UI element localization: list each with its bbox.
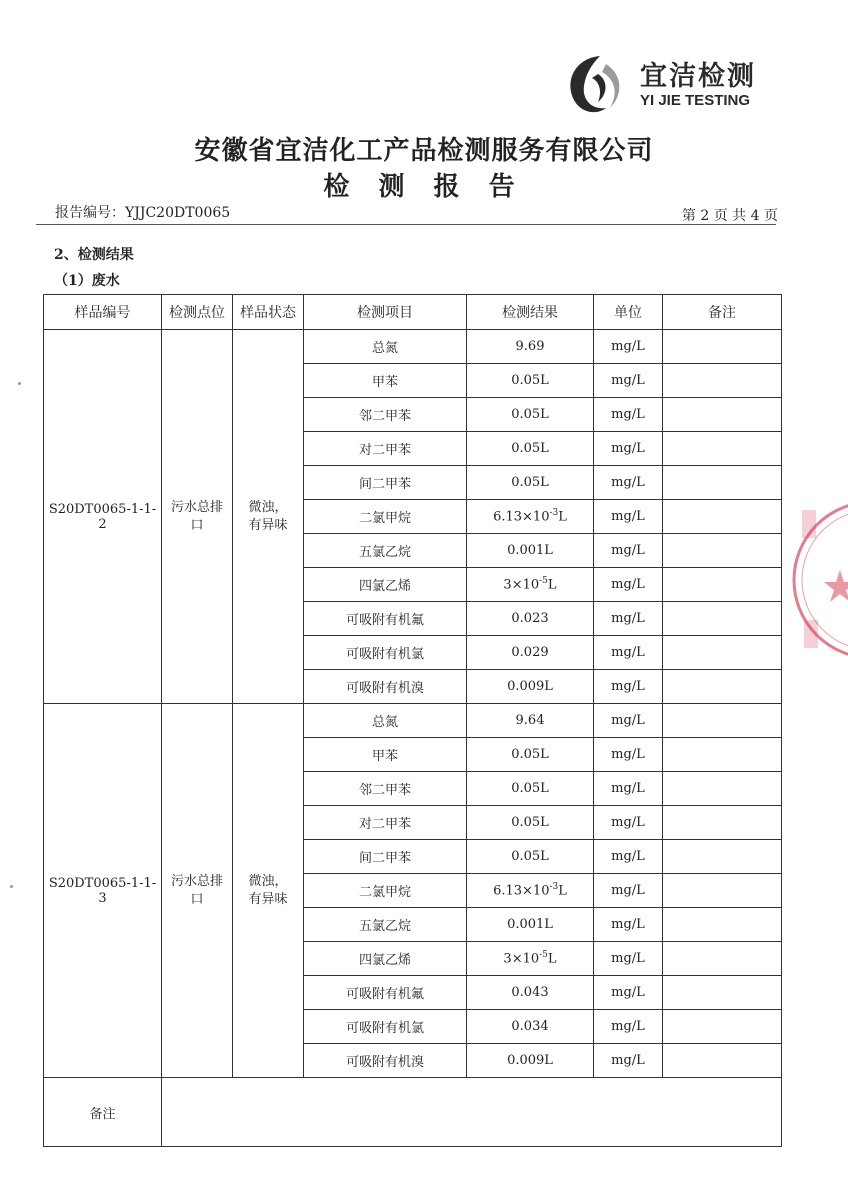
state-line: 微浊， — [248, 499, 288, 515]
unit-cell: mg/L — [594, 738, 663, 772]
sample-id-cell: S20DT0065-1-1-3 — [44, 704, 162, 1078]
unit-cell: mg/L — [594, 840, 663, 874]
state-line: 有异味 — [248, 891, 288, 907]
result-cell: 9.69 — [467, 330, 594, 364]
test-item-cell: 对二甲苯 — [304, 806, 467, 840]
unit-cell: mg/L — [594, 704, 663, 738]
note-cell — [663, 1010, 782, 1044]
unit-cell: mg/L — [594, 534, 663, 568]
result-base: 6.13×10 — [493, 883, 550, 899]
test-item-cell: 可吸附有机溴 — [304, 670, 467, 704]
note-cell — [663, 568, 782, 602]
header-cell: 检测项目 — [304, 295, 467, 330]
unit-cell: mg/L — [594, 670, 663, 704]
location-line: 口 — [190, 891, 204, 907]
result-base: 3×10 — [503, 577, 540, 593]
location-line: 口 — [190, 517, 204, 533]
table-header-row — [44, 295, 782, 330]
header-cell: 检测点位 — [162, 295, 233, 330]
result-cell: 0.001L — [467, 908, 594, 942]
result-cell — [467, 874, 594, 908]
note-cell — [663, 908, 782, 942]
result-cell: 0.05L — [467, 364, 594, 398]
test-item-cell: 可吸附有机氟 — [304, 976, 467, 1010]
test-item-cell: 总氮 — [304, 704, 467, 738]
table-row — [44, 704, 782, 738]
header-cell: 样品编号 — [44, 295, 162, 330]
test-item-cell: 总氮 — [304, 330, 467, 364]
header-cell: 样品状态 — [233, 295, 304, 330]
test-item-cell: 二氯甲烷 — [304, 874, 467, 908]
result-cell: 0.034 — [467, 1010, 594, 1044]
note-cell — [663, 840, 782, 874]
location-cell — [162, 330, 233, 704]
unit-cell: mg/L — [594, 806, 663, 840]
result-base: 3×10 — [503, 951, 540, 967]
scan-speck — [10, 885, 13, 888]
sample-id-cell: S20DT0065-1-1-2 — [44, 330, 162, 704]
result-cell: 0.029 — [467, 636, 594, 670]
header-cell: 备注 — [663, 295, 782, 330]
page-number: 第 2 页 共 4 页 — [681, 208, 778, 224]
remark-row — [44, 1078, 782, 1147]
logo-chinese-text: 宜洁检测 — [640, 61, 756, 92]
unit-cell: mg/L — [594, 432, 663, 466]
test-item-cell: 可吸附有机氯 — [304, 636, 467, 670]
note-cell — [663, 942, 782, 976]
unit-cell: mg/L — [594, 568, 663, 602]
results-table — [43, 294, 782, 1147]
test-item-cell: 邻二甲苯 — [304, 772, 467, 806]
unit-cell: mg/L — [594, 1010, 663, 1044]
note-cell — [663, 534, 782, 568]
note-cell — [663, 1044, 782, 1078]
subsection-heading: （1）废水 — [54, 273, 120, 289]
test-item-cell: 五氯乙烷 — [304, 908, 467, 942]
test-item-cell: 邻二甲苯 — [304, 398, 467, 432]
test-item-cell: 间二甲苯 — [304, 466, 467, 500]
test-item-cell: 甲苯 — [304, 738, 467, 772]
state-line: 微浊， — [248, 873, 288, 889]
location-line: 污水总排 — [170, 873, 223, 889]
note-cell — [663, 500, 782, 534]
location-line: 污水总排 — [170, 499, 223, 515]
result-cell: 0.043 — [467, 976, 594, 1010]
unit-cell: mg/L — [594, 908, 663, 942]
note-cell — [663, 466, 782, 500]
unit-cell: mg/L — [594, 364, 663, 398]
test-item-cell: 二氯甲烷 — [304, 500, 467, 534]
test-item-cell: 间二甲苯 — [304, 840, 467, 874]
state-line: 有异味 — [248, 517, 288, 533]
result-exponent: -3 — [549, 882, 559, 893]
unit-cell: mg/L — [594, 500, 663, 534]
table-row — [44, 330, 782, 364]
note-cell — [663, 636, 782, 670]
result-cell — [467, 568, 594, 602]
note-cell — [663, 432, 782, 466]
header-divider — [36, 224, 776, 225]
section-heading: 2、检测结果 — [54, 247, 134, 263]
result-suffix: L — [558, 883, 567, 899]
result-suffix: L — [547, 577, 557, 593]
report-number: 报告编号：YJJC20DT0065 — [55, 205, 231, 221]
result-exponent: -3 — [549, 508, 559, 519]
unit-cell: mg/L — [594, 1044, 663, 1078]
company-logo — [562, 50, 782, 120]
unit-cell: mg/L — [594, 398, 663, 432]
result-cell: 0.05L — [467, 398, 594, 432]
note-cell — [663, 330, 782, 364]
result-suffix: L — [547, 951, 557, 967]
test-item-cell: 五氯乙烷 — [304, 534, 467, 568]
result-exponent: -5 — [539, 950, 548, 961]
unit-cell: mg/L — [594, 976, 663, 1010]
result-cell: 0.009L — [467, 670, 594, 704]
company-name: 安徽省宜洁化工产品检测服务有限公司 — [194, 136, 654, 166]
note-cell — [663, 874, 782, 908]
note-cell — [663, 602, 782, 636]
remark-content — [162, 1078, 782, 1147]
result-cell: 0.05L — [467, 772, 594, 806]
note-cell — [663, 772, 782, 806]
header-cell: 单位 — [594, 295, 663, 330]
test-item-cell: 可吸附有机溴 — [304, 1044, 467, 1078]
result-cell: 0.023 — [467, 602, 594, 636]
note-cell — [663, 704, 782, 738]
result-cell: 0.009L — [467, 1044, 594, 1078]
sample-state-cell — [233, 330, 304, 704]
unit-cell: mg/L — [594, 602, 663, 636]
note-cell — [663, 738, 782, 772]
test-item-cell: 四氯乙烯 — [304, 942, 467, 976]
location-cell — [162, 704, 233, 1078]
logo-english-text: YI JIE TESTING — [640, 92, 751, 109]
remark-label: 备注 — [44, 1078, 162, 1147]
result-base: 6.13×10 — [493, 509, 550, 525]
note-cell — [663, 976, 782, 1010]
test-item-cell: 可吸附有机氟 — [304, 602, 467, 636]
note-cell — [663, 364, 782, 398]
note-cell — [663, 806, 782, 840]
result-cell: 0.05L — [467, 432, 594, 466]
result-cell: 0.05L — [467, 840, 594, 874]
scan-speck — [18, 382, 21, 385]
result-cell: 0.05L — [467, 806, 594, 840]
result-suffix: L — [558, 509, 567, 525]
unit-cell: mg/L — [594, 772, 663, 806]
unit-cell: mg/L — [594, 636, 663, 670]
result-cell — [467, 500, 594, 534]
seal-stamp — [792, 490, 848, 670]
sample-state-cell — [233, 704, 304, 1078]
logo-swirl-icon — [562, 50, 632, 120]
result-cell: 0.05L — [467, 738, 594, 772]
result-cell: 0.05L — [467, 466, 594, 500]
test-item-cell: 对二甲苯 — [304, 432, 467, 466]
test-item-cell: 甲苯 — [304, 364, 467, 398]
note-cell — [663, 670, 782, 704]
unit-cell: mg/L — [594, 330, 663, 364]
unit-cell: mg/L — [594, 466, 663, 500]
note-cell — [663, 398, 782, 432]
result-exponent: -5 — [539, 576, 548, 587]
result-cell — [467, 942, 594, 976]
header-cell: 检测结果 — [467, 295, 594, 330]
report-title: 检 测 报 告 — [323, 172, 525, 202]
test-item-cell: 可吸附有机氯 — [304, 1010, 467, 1044]
result-cell: 0.001L — [467, 534, 594, 568]
test-item-cell: 四氯乙烯 — [304, 568, 467, 602]
result-cell: 9.64 — [467, 704, 594, 738]
unit-cell: mg/L — [594, 942, 663, 976]
unit-cell: mg/L — [594, 874, 663, 908]
